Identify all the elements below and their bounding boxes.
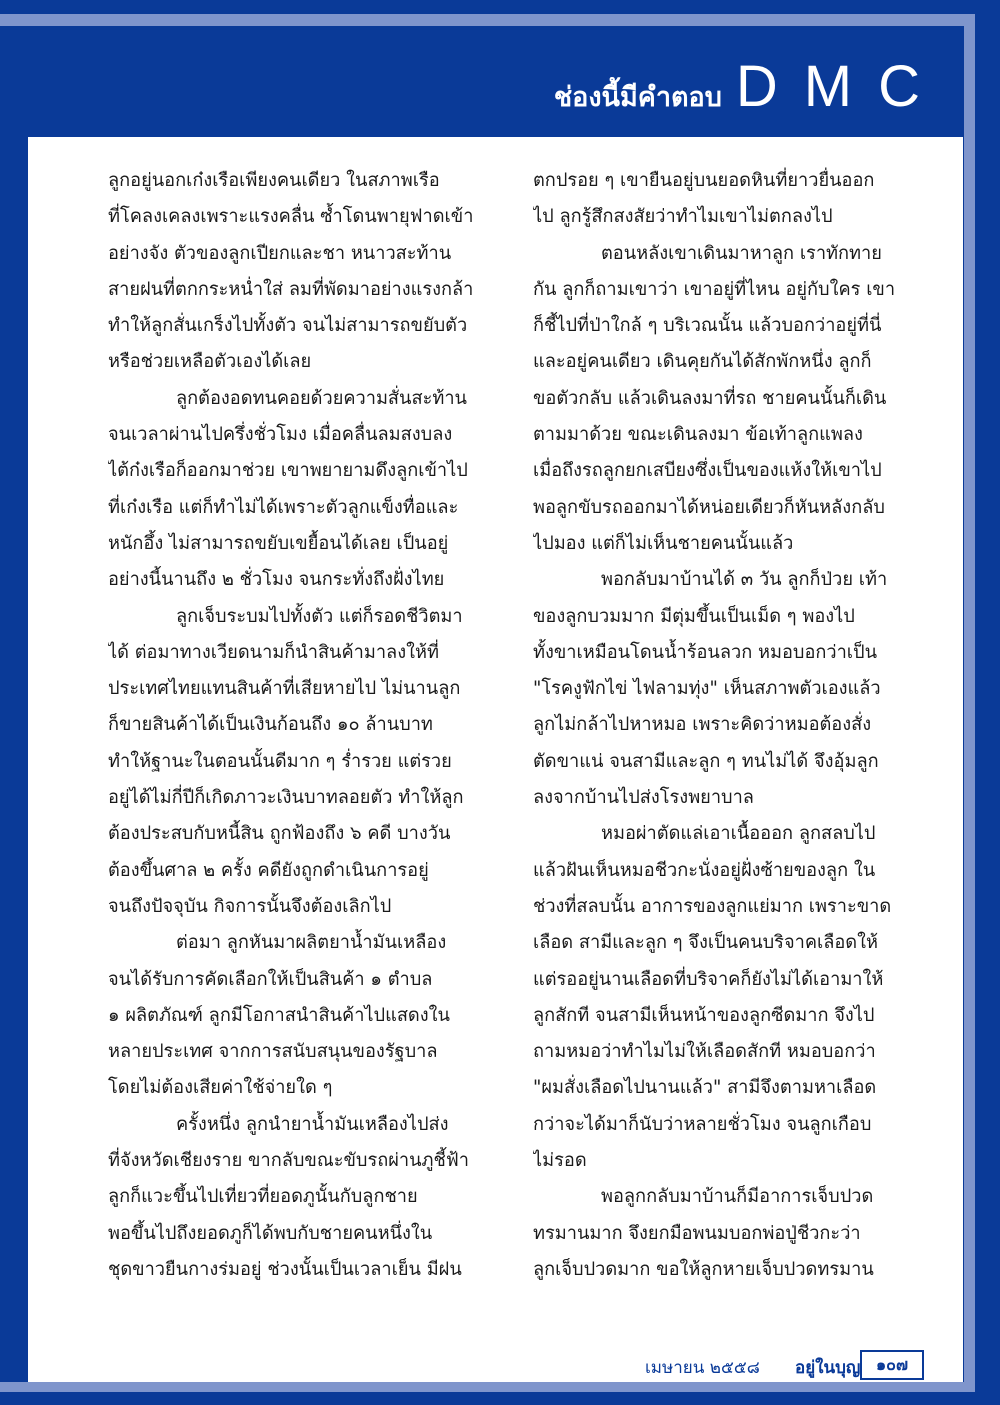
text-line: ช่วงที่สลบนั้น อาการของลูกแย่มาก เพราะขาด: [533, 895, 892, 917]
magazine-name: อยู่ในบุญ: [795, 1358, 861, 1378]
text-line: ลูกก็แวะขึ้นไปเที่ยวที่ยอดภูนั้นกับลูกชาย: [108, 1186, 418, 1208]
section-title-dmc: DMC: [735, 54, 946, 119]
top-frame-strip: [0, 14, 975, 26]
text-line: "โรคงูฟักไข่ ไฟลามทุ่ง" เห็นสภาพตัวเองแล้ว: [533, 678, 881, 700]
text-line: ตามมาด้วย ขณะเดินลงมา ข้อเท้าลูกแพลง: [533, 424, 863, 446]
text-line: ลงจากบ้านไปส่งโรงพยาบาล: [533, 787, 754, 809]
right-text-column: [533, 163, 918, 1288]
text-line: กัน ลูกก็ถามเขาว่า เขาอยู่ที่ไหน อยู่กับใคร เขา: [533, 278, 896, 300]
text-line: กว่าจะได้มาก็นับว่าหลายชั่วโมง จนลูกเกือบ: [533, 1113, 872, 1135]
text-line: ต้องประสบกับหนี้สิน ถูกฟ้องถึง ๖ คดี บางวัน: [108, 823, 451, 845]
text-line: พอขึ้นไปถึงยอดภูก็ได้พบกับชายคนหนึ่งใน: [108, 1222, 433, 1244]
section-header: [553, 54, 946, 119]
text-line: "ผมสั่งเลือดไปนานแล้ว" สามีจึงตามหาเลือด: [533, 1077, 877, 1099]
text-line: ลูกเจ็บปวดมาก ขอให้ลูกหายเจ็บปวดทรมาน: [533, 1258, 874, 1280]
text-line: ที่โคลงเคลงเพราะแรงคลื่น ซ้ำโดนพายุฟาดเข้า: [108, 206, 474, 228]
text-line: พอลูกขับรถออกมาได้หน่อยเดียวก็หันหลังกลับ: [533, 496, 885, 518]
text-line: ลูกต้องอดทนคอยด้วยความสั่นสะท้าน: [176, 387, 467, 409]
page-body: [28, 137, 963, 1382]
text-line: ที่จังหวัดเชียงราย ขากลับขณะขับรถผ่านภูชี้ฟ้า: [108, 1150, 469, 1172]
text-line: หมอผ่าตัดแล่เอาเนื้อออก ลูกสลบไป: [601, 823, 876, 845]
text-line: เมื่อถึงรถลูกยกเสบียงซึ่งเป็นของแห้งให้เขาไป: [533, 460, 882, 482]
text-line: อย่างจัง ตัวของลูกเปียกและชา หนาวสะท้าน: [108, 242, 452, 264]
text-line: ครั้งหนึ่ง ลูกนำยาน้ำมันเหลืองไปส่ง: [176, 1113, 449, 1135]
text-line: ทำให้ฐานะในตอนนั้นดีมาก ๆ ร่ำรวย แต่รวย: [108, 750, 452, 772]
text-line: ก็ขายสินค้าได้เป็นเงินก้อนถึง ๑๐ ล้านบาท: [108, 714, 433, 736]
text-line: พอลูกกลับมาบ้านก็มีอาการเจ็บปวด: [601, 1186, 874, 1208]
text-line: และอยู่คนเดียว เดินคุยกันได้สักพักหนึ่ง ลูกก็: [533, 351, 872, 373]
text-line: ที่เก๋งเรือ แต่ก็ทำไม่ได้เพราะตัวลูกแข็งทื่อและ: [108, 496, 459, 518]
text-line: แล้วฝันเห็นหมอชีวกะนั่งอยู่ฝั่งซ้ายของลูก ใน: [533, 859, 876, 881]
text-line: ไป ลูกรู้สึกสงสัยว่าทำไมเขาไม่ตกลงไป: [533, 206, 833, 228]
text-line: ของลูกบวมมาก มีตุ่มขึ้นเป็นเม็ด ๆ พองไป: [533, 605, 855, 627]
text-line: หลายประเทศ จากการสนับสนุนของรัฐบาล: [108, 1041, 438, 1063]
page-number: ๑๐๗: [860, 1350, 924, 1380]
text-line: จนเวลาผ่านไปครึ่งชั่วโมง เมื่อคลื่นลมสงบลง: [108, 424, 453, 446]
text-line: ได้ ต่อมาทางเวียดนามก็นำสินค้ามาลงให้ที่: [108, 641, 439, 663]
text-line: เลือด สามีและลูก ๆ จึงเป็นคนบริจาคเลือดให้: [533, 932, 878, 954]
text-line: จนถึงปัจจุบัน กิจการนั้นจึงต้องเลิกไป: [108, 895, 392, 917]
text-line: ทั้งขาเหมือนโดนน้ำร้อนลวก หมอบอกว่าเป็น: [533, 641, 877, 663]
right-frame-strip: [964, 14, 975, 1392]
text-line: สายฝนที่ตกกระหน่ำใส่ ลมที่พัดมาอย่างแรงกล้า: [108, 278, 474, 300]
text-line: หนักอึ้ง ไม่สามารถขยับเขยื้อนได้เลย เป็นอยู่: [108, 532, 449, 554]
text-line: ลูกสักที จนสามีเห็นหน้าของลูกซีดมาก จึงไป: [533, 1004, 875, 1026]
section-title-thai: ช่องนี้มีคำตอบ: [553, 82, 722, 113]
text-line: ทำให้ลูกสั่นเกร็งไปทั้งตัว จนไม่สามารถขยับตัว: [108, 315, 468, 337]
text-line: ชุดขาวยืนกางร่มอยู่ ช่วงนั้นเป็นเวลาเย็น มีฝน: [108, 1258, 462, 1280]
text-line: ไปมอง แต่ก็ไม่เห็นชายคนนั้นแล้ว: [533, 532, 794, 554]
text-line: ประเทศไทยแทนสินค้าที่เสียหายไป ไม่นานลูก: [108, 678, 461, 700]
text-line: ลูกอยู่นอกเก๋งเรือเพียงคนเดียว ในสภาพเรือ: [108, 170, 440, 191]
text-line: ตัดขาแน่ จนสามีและลูก ๆ ทนไม่ได้ จึงอุ้มลูก: [533, 750, 879, 772]
left-text-column: [108, 163, 493, 1288]
text-line: ตอนหลังเขาเดินมาหาลูก เราทักทาย: [601, 242, 882, 264]
text-line: ลูกไม่กล้าไปหาหมอ เพราะคิดว่าหมอต้องสั่ง: [533, 714, 872, 736]
text-line: ก็ชี้ไปที่ป่าใกล้ ๆ บริเวณนั้น แล้วบอกว่าอยู่ที่นี่: [533, 315, 882, 337]
text-line: ถามหมอว่าทำไมไม่ให้เลือดสักที หมอบอกว่า: [533, 1041, 876, 1063]
text-line: ๑ ผลิตภัณฑ์ ลูกมีโอกาสนำสินค้าไปแสดงใน: [108, 1004, 450, 1026]
text-line: อย่างนี้นานถึง ๒ ชั่วโมง จนกระทั่งถึงฝั่งไทย: [108, 569, 445, 591]
text-line: ตกปรอย ๆ เขายืนอยู่บนยอดหินที่ยาวยื่นออก: [533, 170, 875, 191]
bottom-frame-strip: [0, 1382, 975, 1392]
text-line: ต่อมา ลูกหันมาผลิตยาน้ำมันเหลือง: [176, 932, 447, 954]
text-line: อยู่ได้ไม่กี่ปีก็เกิดภาวะเงินบาทลอยตัว ทำให้ลูก: [108, 787, 464, 809]
text-line: แต่รออยู่นานเลือดที่บริจาคก็ยังไม่ได้เอามาให้: [533, 968, 884, 990]
text-line: จนได้รับการคัดเลือกให้เป็นสินค้า ๑ ตำบล: [108, 968, 433, 990]
text-line: ไม่รอด: [533, 1150, 587, 1172]
text-line: ไต้ก๋งเรือก็ออกมาช่วย เขาพยายามดึงลูกเข้าไป: [108, 460, 468, 482]
page-footer: [28, 1354, 963, 1380]
text-line: หรือช่วยเหลือตัวเองได้เลย: [108, 351, 312, 373]
text-line: ทรมานมาก จึงยกมือพนมบอกพ่อปู่ชีวกะว่า: [533, 1222, 861, 1244]
text-line: ขอตัวกลับ แล้วเดินลงมาที่รถ ชายคนนั้นก็เดิน: [533, 387, 887, 409]
issue-date: เมษายน ๒๕๕๘: [645, 1358, 760, 1378]
text-line: ต้องขึ้นศาล ๒ ครั้ง คดียังถูกดำเนินการอยู่: [108, 859, 429, 881]
text-line: ลูกเจ็บระบมไปทั้งตัว แต่ก็รอดชีวิตมา: [176, 605, 463, 627]
text-line: โดยไม่ต้องเสียค่าใช้จ่ายใด ๆ: [108, 1077, 333, 1099]
text-line: พอกลับมาบ้านได้ ๓ วัน ลูกก็ป่วย เท้า: [601, 569, 888, 591]
